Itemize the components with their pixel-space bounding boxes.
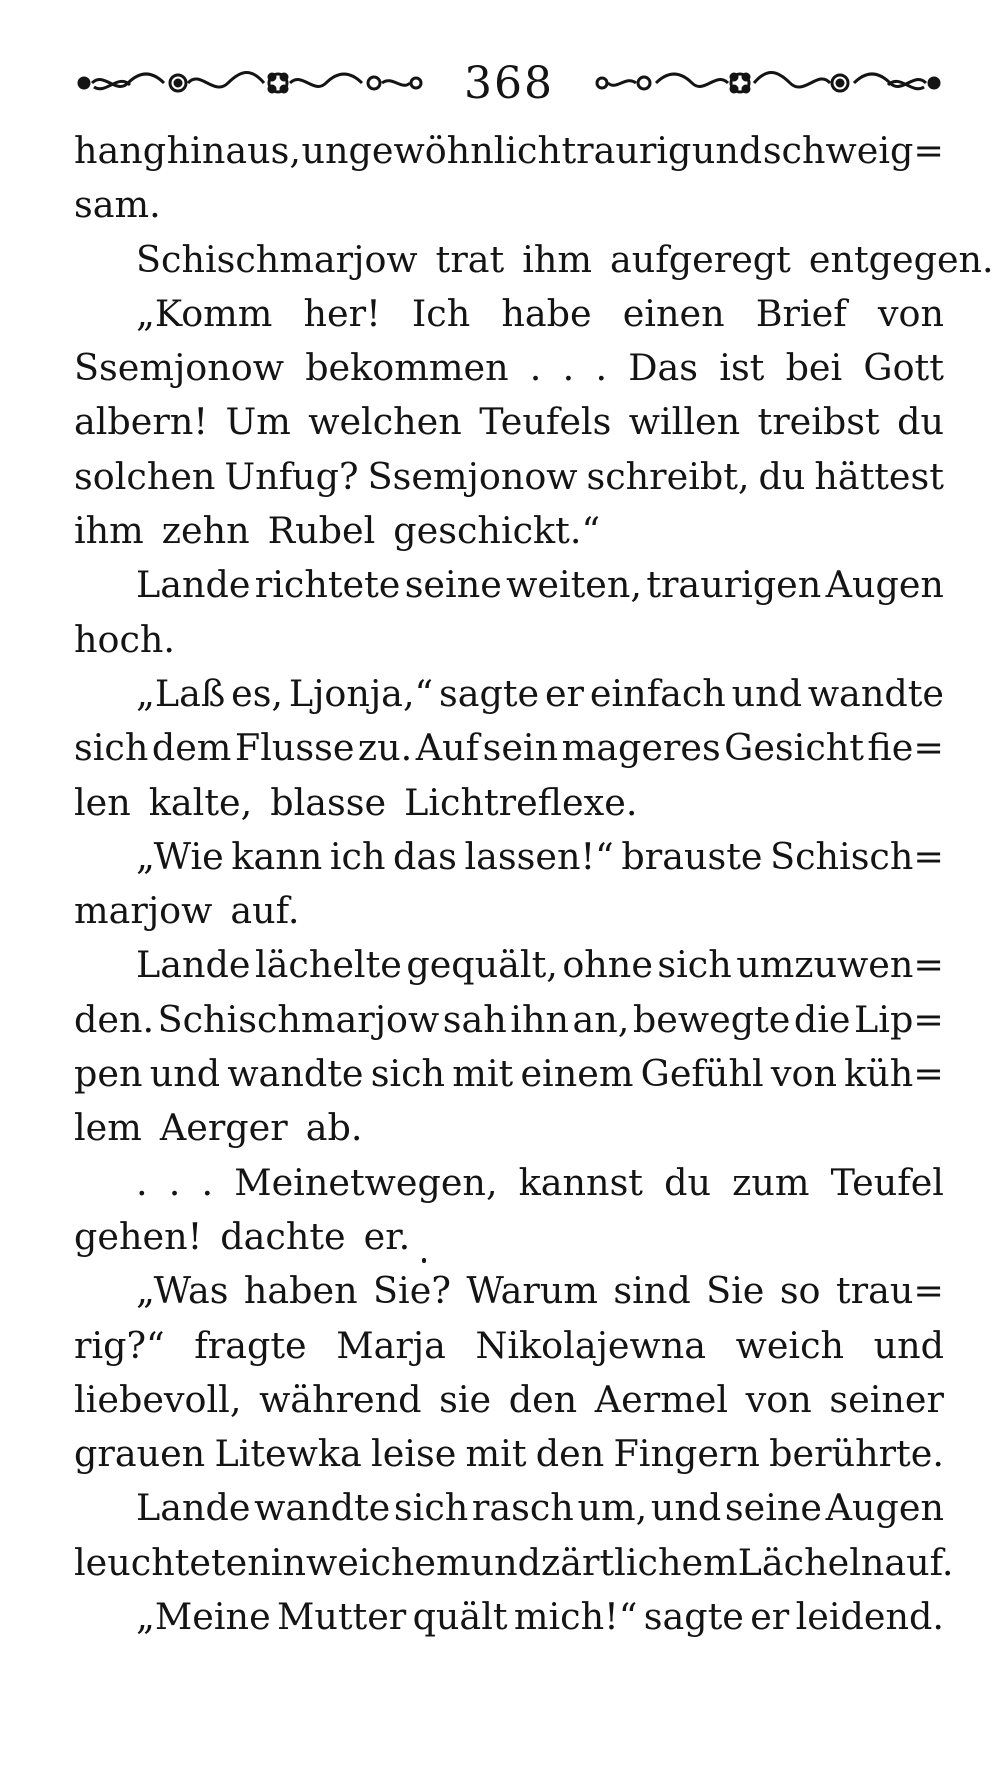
word: seine bbox=[724, 1486, 822, 1530]
word: du bbox=[664, 1160, 711, 1204]
word: habe bbox=[501, 291, 592, 335]
text-line bbox=[74, 1047, 944, 1101]
word: Augen bbox=[825, 563, 944, 607]
word: in bbox=[270, 1540, 306, 1584]
word: „Komm bbox=[136, 291, 273, 335]
word: pen bbox=[74, 1052, 143, 1096]
text-line bbox=[74, 1373, 944, 1427]
word: während bbox=[259, 1377, 422, 1421]
word: „Meine bbox=[136, 1595, 271, 1639]
word: lassen!“ bbox=[464, 834, 614, 878]
word: weich bbox=[735, 1323, 845, 1367]
word: Um bbox=[225, 400, 291, 444]
word: zum bbox=[732, 1160, 810, 1204]
word: bekommen bbox=[305, 346, 509, 390]
word: den bbox=[508, 1377, 578, 1421]
word: . bbox=[595, 346, 608, 390]
word: Brief bbox=[755, 291, 847, 335]
word: fie= bbox=[867, 726, 944, 770]
word: lem bbox=[74, 1106, 142, 1150]
page-header bbox=[74, 48, 944, 118]
word: Ich bbox=[411, 291, 471, 335]
word: geschickt.“ bbox=[393, 509, 601, 553]
word: sich bbox=[74, 726, 149, 770]
word: . bbox=[201, 1160, 214, 1204]
word: Ljonja,“ bbox=[288, 671, 434, 715]
word: ist bbox=[719, 346, 765, 390]
left-ornament-icon bbox=[74, 65, 424, 101]
word: hang bbox=[74, 129, 167, 172]
word: Teufel bbox=[830, 1160, 944, 1204]
word: auf. bbox=[884, 1540, 954, 1584]
word: Augen bbox=[825, 1486, 944, 1530]
word: Mutter bbox=[276, 1595, 407, 1639]
word: Lächeln bbox=[737, 1540, 885, 1584]
word: ich bbox=[329, 834, 386, 878]
word: mit bbox=[465, 1432, 527, 1476]
word: lächelte bbox=[254, 943, 402, 987]
word: wandte bbox=[227, 1052, 364, 1096]
word: leise bbox=[371, 1432, 457, 1476]
word: seine bbox=[404, 563, 502, 607]
text-line bbox=[74, 667, 944, 721]
word: Lande bbox=[136, 1486, 251, 1530]
word: kann bbox=[231, 834, 323, 878]
word: haben bbox=[243, 1269, 358, 1313]
word: blasse bbox=[270, 780, 387, 824]
word: brauste bbox=[621, 834, 763, 878]
word: Rubel bbox=[267, 509, 376, 553]
text-line bbox=[74, 1427, 944, 1481]
word: leidend. bbox=[795, 1595, 944, 1639]
word: Ssemjonow bbox=[367, 454, 578, 498]
word: um, bbox=[577, 1486, 648, 1530]
word: . bbox=[562, 346, 575, 390]
body-text bbox=[74, 124, 994, 1644]
word: fragte bbox=[194, 1323, 307, 1367]
word: leuchteten bbox=[74, 1540, 271, 1584]
word: Meinetwegen, bbox=[234, 1160, 498, 1204]
word: hoch. bbox=[74, 617, 176, 661]
word: Schischmarjow bbox=[136, 237, 418, 281]
text-line bbox=[74, 1101, 944, 1155]
word: Flusse bbox=[234, 726, 355, 770]
word: sich bbox=[370, 1052, 446, 1096]
word: umzuwen= bbox=[736, 943, 944, 987]
word: und bbox=[691, 129, 763, 172]
word: und bbox=[149, 1052, 221, 1096]
word: Aerger bbox=[159, 1106, 288, 1150]
word: er. bbox=[363, 1214, 411, 1258]
word: Das bbox=[628, 346, 699, 390]
word: len bbox=[74, 780, 131, 824]
text-line bbox=[74, 613, 944, 667]
word: rig?“ bbox=[74, 1323, 165, 1367]
word: Lip= bbox=[854, 997, 944, 1041]
ink-speck bbox=[422, 1258, 426, 1263]
word: Auf bbox=[415, 726, 480, 770]
word: Teufels bbox=[479, 400, 612, 444]
text-line bbox=[74, 124, 944, 178]
word: trat bbox=[435, 237, 505, 281]
word: sie bbox=[439, 1377, 492, 1421]
word: Ssemjonow bbox=[74, 346, 284, 390]
word: ab. bbox=[305, 1106, 363, 1150]
text-line bbox=[74, 938, 944, 992]
word: an, bbox=[572, 997, 630, 1041]
word: den. bbox=[74, 997, 155, 1041]
word: bewegte bbox=[632, 997, 791, 1041]
word: schreibt, bbox=[586, 454, 750, 498]
word: einem bbox=[520, 1052, 634, 1096]
word: so bbox=[779, 1269, 821, 1313]
word: quält bbox=[412, 1595, 508, 1639]
word: Gesicht bbox=[724, 726, 864, 770]
word: sagte bbox=[643, 1595, 744, 1639]
word: marjow bbox=[74, 889, 213, 933]
text-line bbox=[74, 1590, 944, 1644]
word: und bbox=[731, 671, 803, 715]
text-line bbox=[74, 884, 944, 938]
word: ihm bbox=[522, 237, 593, 281]
word: albern! bbox=[74, 400, 209, 444]
word: und bbox=[470, 1540, 542, 1584]
word: berührte. bbox=[769, 1432, 944, 1476]
word: hinaus, bbox=[166, 129, 301, 172]
word: willen bbox=[628, 400, 741, 444]
text-line bbox=[74, 1536, 954, 1590]
word: auf. bbox=[230, 889, 300, 933]
text-line bbox=[74, 504, 944, 558]
word: mit bbox=[452, 1052, 514, 1096]
text-line bbox=[74, 776, 944, 830]
word: es, bbox=[231, 671, 284, 715]
word: kannst bbox=[518, 1160, 643, 1204]
word: von bbox=[770, 1052, 837, 1096]
word: sein bbox=[482, 726, 559, 770]
word: Sie bbox=[706, 1269, 765, 1313]
word: ihn bbox=[510, 997, 569, 1041]
right-ornament-icon bbox=[594, 65, 944, 101]
word: Marja bbox=[336, 1323, 446, 1367]
word: trau= bbox=[835, 1269, 944, 1313]
text-line bbox=[74, 1210, 944, 1264]
word: Lande bbox=[136, 943, 251, 987]
text-line bbox=[74, 993, 944, 1047]
word: Sie? bbox=[373, 1269, 451, 1313]
word: mageres bbox=[561, 726, 721, 770]
word: kalte, bbox=[148, 780, 253, 824]
word: du bbox=[897, 400, 944, 444]
word: von bbox=[745, 1377, 812, 1421]
word: und bbox=[873, 1323, 944, 1367]
word: küh= bbox=[844, 1052, 944, 1096]
word: sich bbox=[657, 943, 732, 987]
word: dachte bbox=[220, 1214, 346, 1258]
word: ungewöhnlich bbox=[301, 129, 561, 172]
text-line bbox=[74, 558, 944, 612]
word: Nikolajewna bbox=[475, 1323, 707, 1367]
word: und bbox=[650, 1486, 722, 1530]
text-line bbox=[74, 178, 944, 232]
word: Schisch= bbox=[770, 834, 944, 878]
word: sagte bbox=[439, 671, 540, 715]
text-line bbox=[74, 1481, 944, 1535]
text-line bbox=[74, 1319, 944, 1373]
word: sich bbox=[393, 1486, 469, 1530]
word: . bbox=[168, 1160, 181, 1204]
word: zärtlichem bbox=[541, 1540, 738, 1584]
word: ohne bbox=[562, 943, 653, 987]
word: Lichtreflexe. bbox=[404, 780, 638, 824]
word: Fingern bbox=[613, 1432, 760, 1476]
text-line bbox=[74, 233, 994, 287]
word: einen bbox=[622, 291, 725, 335]
word: einfach bbox=[589, 671, 726, 715]
word: du bbox=[758, 454, 806, 498]
word: weiten, bbox=[506, 563, 643, 607]
word: entgegen. bbox=[808, 237, 994, 281]
word: sam. bbox=[74, 183, 161, 227]
word: das bbox=[393, 834, 457, 878]
word: Aermel bbox=[594, 1377, 729, 1421]
text-line bbox=[74, 830, 944, 884]
word: gequält, bbox=[406, 943, 558, 987]
word: . bbox=[136, 1160, 148, 1204]
word: bei bbox=[785, 346, 843, 390]
word: „Was bbox=[136, 1269, 229, 1313]
word: . bbox=[529, 346, 542, 390]
word: von bbox=[877, 291, 944, 335]
word: traurigen bbox=[646, 563, 822, 607]
text-line bbox=[74, 1264, 944, 1318]
text-line bbox=[74, 450, 944, 504]
word: Schischmarjow bbox=[157, 997, 440, 1041]
word: traurig bbox=[561, 129, 692, 172]
word: die bbox=[793, 997, 851, 1041]
word: Litewka bbox=[214, 1432, 362, 1476]
word: Lande bbox=[136, 563, 251, 607]
text-line bbox=[74, 287, 944, 341]
word: welchen bbox=[308, 400, 462, 444]
word: Unfug? bbox=[224, 454, 359, 498]
word: mich!“ bbox=[513, 1595, 638, 1639]
word: Gefühl bbox=[640, 1052, 764, 1096]
word: richtete bbox=[254, 563, 401, 607]
word: sah bbox=[442, 997, 507, 1041]
word: „Laß bbox=[136, 671, 226, 715]
word: ihm bbox=[74, 509, 144, 553]
word: sind bbox=[613, 1269, 691, 1313]
word: wandte bbox=[254, 1486, 391, 1530]
word: dem bbox=[151, 726, 232, 770]
word: den bbox=[535, 1432, 605, 1476]
word: seiner bbox=[829, 1377, 944, 1421]
word: rasch bbox=[471, 1486, 574, 1530]
word: zehn bbox=[161, 509, 250, 553]
text-line bbox=[74, 395, 944, 449]
text-line bbox=[74, 721, 944, 775]
word: aufgeregt bbox=[610, 237, 791, 281]
word: liebevoll, bbox=[74, 1377, 242, 1421]
word: Gott bbox=[863, 346, 944, 390]
word: wandte bbox=[807, 671, 944, 715]
word: er bbox=[750, 1595, 790, 1639]
word: her! bbox=[303, 291, 381, 335]
text-line bbox=[74, 1156, 944, 1210]
page-number: 368 bbox=[464, 57, 554, 109]
word: solchen bbox=[74, 454, 216, 498]
word: weichem bbox=[305, 1540, 471, 1584]
word: „Wie bbox=[136, 834, 224, 878]
word: gehen! bbox=[74, 1214, 203, 1258]
text-line bbox=[74, 341, 944, 395]
word: er bbox=[544, 671, 585, 715]
word: hättest bbox=[814, 454, 944, 498]
word: Warum bbox=[466, 1269, 598, 1313]
word: treibst bbox=[757, 400, 880, 444]
word: zu. bbox=[357, 726, 413, 770]
word: grauen bbox=[74, 1432, 206, 1476]
word: schweig= bbox=[762, 129, 944, 172]
